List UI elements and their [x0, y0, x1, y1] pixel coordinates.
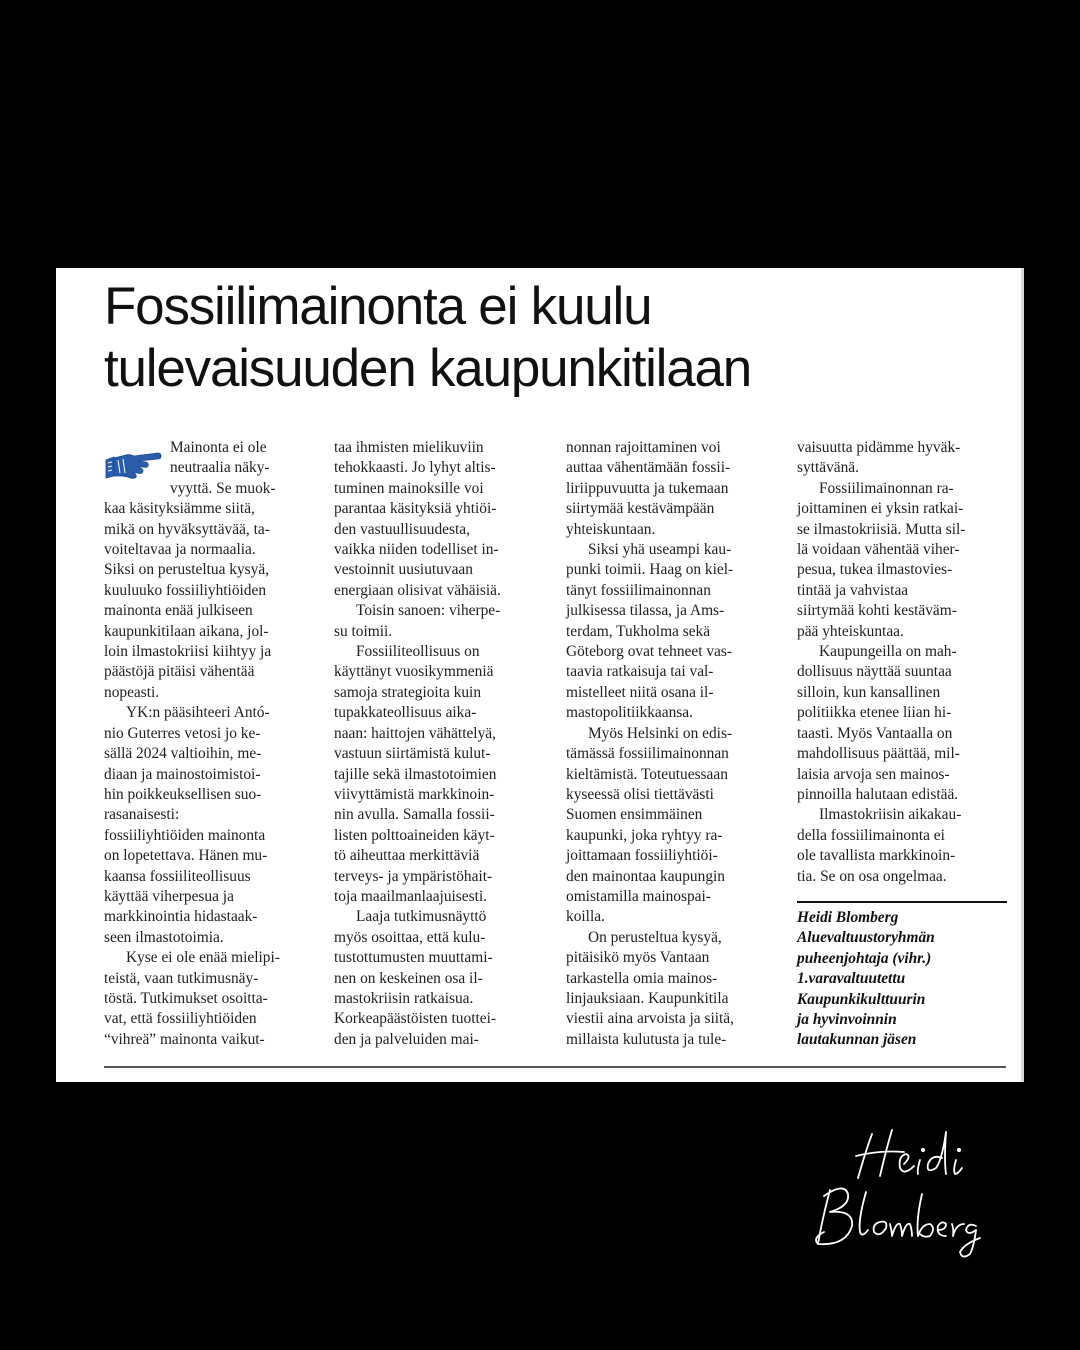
article-line: rasanaisesti:: [104, 806, 180, 824]
article-line: nonnan rajoittaminen voi: [566, 439, 721, 456]
article-line: tuminen mainoksille voi: [334, 479, 484, 497]
article-line: omistamilla mainospai-: [566, 887, 711, 905]
article-line: mistelleet niitä osana il-: [566, 683, 714, 701]
article-line: vat, että fossiiliyhtiöiden: [104, 1010, 257, 1028]
article-line: taasti. Myös Vantaalla on: [797, 724, 953, 742]
article-line: tämässä fossiilimainonnan: [566, 745, 729, 763]
author-title: Kaupunkikulttuurin: [797, 990, 926, 1008]
article-line: On perusteltua kysyä,: [588, 928, 722, 946]
article-line: neutraalia näky-: [170, 459, 270, 477]
article-column-1: [104, 438, 318, 1050]
article-line: tupakkateollisuus aika-: [334, 704, 477, 722]
handwritten-signature: [800, 1120, 990, 1260]
article-line: laisia arvoja sen mainos-: [797, 765, 950, 783]
article-line: käyttänyt vuosikymmeniä: [334, 663, 494, 681]
author-title: Aluevaltuustoryhmän: [797, 929, 935, 947]
article-line: energiaan olisivat vähäisiä.: [334, 581, 501, 599]
article-line: kaupunki, joka ryhtyy ra-: [566, 826, 723, 844]
article-line: vaikka niiden todelliset in-: [334, 541, 499, 559]
author-signature-block: [797, 908, 1011, 1051]
article-line: tintää ja vahvistaa: [797, 581, 909, 599]
article-line: Myös Helsinki on edis-: [588, 724, 733, 742]
article-line: “vihreä” mainonta vaikut-: [104, 1030, 265, 1048]
article-line: Siksi on perusteltua kysyä,: [104, 561, 270, 579]
article-column-3: [566, 438, 780, 1050]
article-line: liriippuvuutta ja tukemaan: [566, 479, 729, 497]
article-line: pää yhteiskuntaa.: [797, 622, 904, 640]
article-line: taa ihmisten mielikuviin: [334, 439, 484, 456]
article-line: tustottumusten muuttami-: [334, 949, 493, 967]
article-line: ole tavallista markkinoin-: [797, 847, 956, 865]
article-line: nin avulla. Samalla fossii-: [334, 806, 495, 824]
article-line: mastopolitiikkaansa.: [566, 704, 693, 722]
article-line: julkisessa tilassa, ja Ams-: [566, 602, 725, 620]
article-line: pesua, tukea ilmastovies-: [797, 561, 953, 579]
article-line: YK:n pääsihteeri Antó-: [126, 704, 270, 722]
article-line: tänyt fossiilimainonnan: [566, 581, 711, 599]
article-line: Korkeapäästöisten tuottei-: [334, 1010, 496, 1028]
article-line: Siksi yhä useampi kau-: [588, 541, 732, 559]
article-line: päästöjä pitäisi vähentää: [104, 663, 255, 681]
article-line: fossiiliyhtiöiden mainonta: [104, 826, 266, 844]
article-line: koilla.: [566, 908, 605, 926]
article-line: pinnoilla halutaan edistää.: [797, 785, 959, 803]
article-line: Mainonta ei ole: [170, 439, 267, 456]
article-line: samoja strategioita kuin: [334, 683, 482, 701]
article-line: vaisuutta pidämme hyväk-: [797, 439, 961, 456]
article-line: taavia ratkaisuja tai val-: [566, 663, 714, 681]
author-title: 1.varavaltuutettu: [797, 970, 906, 988]
article-line: Kyse ei ole enää mielipi-: [126, 949, 280, 967]
article-line: kaansa fossiiliteollisuus: [104, 867, 251, 885]
article-line: joittamaan fossiiliyhtiöi-: [566, 847, 718, 865]
article-line: siirtymää kohti kestäväm-: [797, 602, 957, 620]
article-line: Laaja tutkimusnäyttö: [356, 908, 487, 926]
article-line: on lopetettava. Hänen mu-: [104, 847, 268, 865]
article-line: den vastuullisuudesta,: [334, 520, 470, 538]
article-line: pitäisikö myös Vantaan: [566, 949, 710, 967]
article-line: kieltämistä. Toteutuessaan: [566, 765, 728, 783]
article-line: della fossiilimainonta ei: [797, 826, 945, 844]
article-line: listen polttoaineiden käyt-: [334, 826, 495, 844]
article-line: punki toimii. Haag on kiel-: [566, 561, 734, 579]
clipping-edge: [1021, 268, 1024, 1082]
author-title: puheenjohtaja (vihr.): [797, 949, 932, 967]
author-title: ja hyvinvoinnin: [797, 1011, 897, 1029]
headline-line-2: tulevaisuuden kaupunkitilaan: [104, 339, 752, 398]
article-line: politiikka etenee liian hi-: [797, 704, 952, 722]
article-line: hin poikkeuksellisen suo-: [104, 785, 262, 803]
author-name: Heidi Blomberg: [797, 909, 899, 926]
article-line: joittaminen ei yksin ratkai-: [797, 500, 964, 518]
article-line: Fossiiliteollisuus on: [356, 643, 480, 661]
article-line: terdam, Tukholma sekä: [566, 622, 711, 640]
article-line: mikä on hyväksyttävää, ta-: [104, 520, 270, 538]
article-line: Fossiilimainonnan ra-: [819, 479, 954, 497]
article-line: Göteborg ovat tehneet vas-: [566, 643, 732, 661]
article-line: tehokkaasti. Jo lyhyt altis-: [334, 459, 496, 477]
article-line: parantaa käsityksiä yhtiöi-: [334, 500, 497, 518]
article-line: lä voidaan vähentää viher-: [797, 541, 960, 559]
article-line: su toimii.: [334, 622, 393, 640]
article-line: siirtymää kestävämpään: [566, 500, 715, 518]
article-line: mahdollisuus päättää, mil-: [797, 745, 960, 763]
article-line: Toisin sanoen: viherpe-: [356, 602, 501, 620]
bottom-rule: [104, 1066, 1006, 1068]
article-line: seen ilmastotoimia.: [104, 928, 224, 946]
article-line: sällä 2024 valtioihin, me-: [104, 745, 262, 763]
article-line: Ilmastokriisin aikakau-: [819, 806, 962, 824]
article-column-4: [797, 438, 1011, 887]
article-line: tajille sekä ilmastotoimien: [334, 765, 497, 783]
article-line: töstä. Tutkimukset osoitta-: [104, 989, 268, 1007]
article-line: mastokriisin ratkaisua.: [334, 989, 474, 1007]
article-line: vastuun siirtämistä kulut-: [334, 745, 491, 763]
handwritten-signature-text: Heidi: [800, 1120, 803, 1121]
article-line: viestii aina arvoista ja siitä,: [566, 1010, 734, 1028]
article-line: silloin, kun kansallinen: [797, 683, 941, 701]
article-line: millaista kulutusta ja tule-: [566, 1030, 727, 1048]
article-line: linjauksiaan. Kaupunkitila: [566, 989, 729, 1007]
headline-line-1: Fossiilimainonta ei kuulu: [104, 277, 652, 336]
article-line: teistä, vaan tutkimusnäy-: [104, 969, 259, 987]
article-line: tia. Se on osa ongelmaa.: [797, 867, 947, 885]
article-line: yhteiskuntaan.: [566, 520, 656, 538]
article-line: toja maailmanlaajuisesti.: [334, 887, 488, 905]
article-line: kaa käsityksiämme siitä,: [104, 500, 255, 518]
article-line: mainonta enää julkiseen: [104, 602, 253, 620]
article-line: diaan ja mainostoimistoi-: [104, 765, 261, 783]
article-line: nen on keskeinen osa il-: [334, 969, 483, 987]
article-line: syttävänä.: [797, 459, 859, 477]
article-line: auttaa vähentämään fossii-: [566, 459, 731, 477]
article-line: tarkastella omia mainos-: [566, 969, 718, 987]
article-line: terveys- ja ympäristöhait-: [334, 867, 493, 885]
newspaper-clipping: [56, 268, 1024, 1082]
article-line: loin ilmastokriisi kiihtyy ja: [104, 643, 272, 661]
article-line: kuuluuko fossiiliyhtiöiden: [104, 581, 267, 599]
article-line: vestoinnit uusiutuvaan: [334, 561, 473, 579]
article-line: käyttää viherpesua ja: [104, 887, 234, 905]
article-line: naan: haittojen vähättelyä,: [334, 724, 496, 742]
article-line: nio Guterres vetosi jo ke-: [104, 724, 261, 742]
signature-rule: [797, 901, 1007, 903]
headline: [104, 276, 1004, 400]
article-line: kyseessä olisi tiettävästi: [566, 785, 714, 803]
article-line: se ilmastokriisiä. Mutta sil-: [797, 520, 966, 538]
article-line: myös osoittaa, että kulu-: [334, 928, 486, 946]
article-line: tö aiheuttaa merkittäviä: [334, 847, 480, 865]
article-line: viivyttämistä markkinoin-: [334, 785, 495, 803]
article-line: dollisuus näyttää suuntaa: [797, 663, 952, 681]
article-line: Kaupungeilla on mah-: [819, 643, 957, 661]
article-line: nopeasti.: [104, 683, 160, 701]
article-line: den ja palveluiden mai-: [334, 1030, 479, 1048]
article-line: markkinointia hidastaak-: [104, 908, 258, 926]
article-line: kaupunkitilaan aikana, jol-: [104, 622, 269, 640]
article-line: voiteltavaa ja normaalia.: [104, 541, 256, 559]
article-column-2: [334, 438, 548, 1050]
author-title: lautakunnan jäsen: [797, 1031, 917, 1049]
article-line: vyyttä. Se muok-: [170, 479, 276, 497]
article-line: den mainontaa kaupungin: [566, 867, 725, 885]
article-line: Suomen ensimmäinen: [566, 806, 703, 824]
